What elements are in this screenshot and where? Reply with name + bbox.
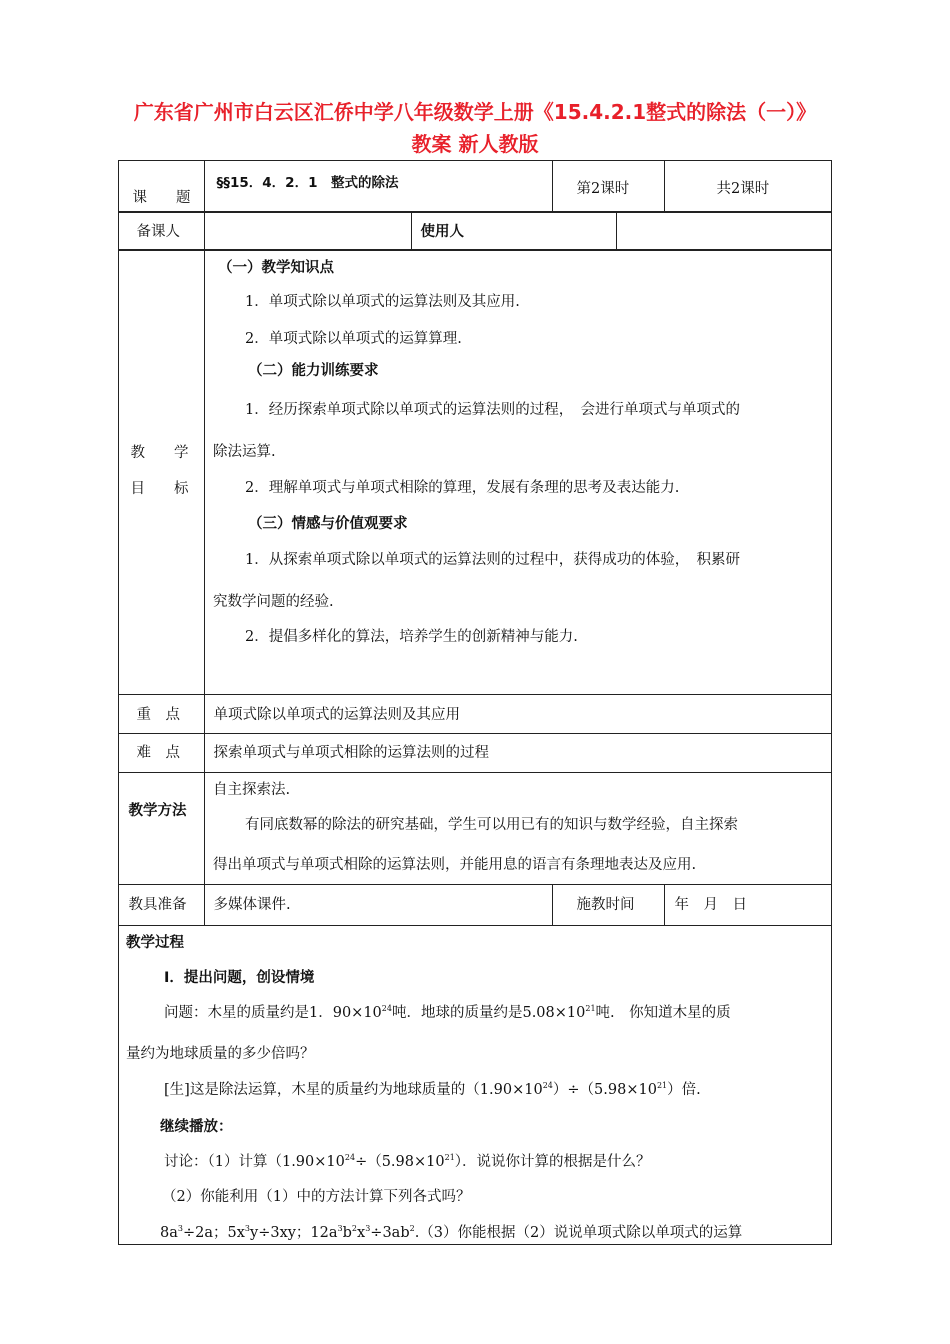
preparer-label-cell (119, 212, 205, 251)
key-point-value: 单项式除以单项式的运算法则及其应用 (213, 706, 460, 723)
preparer-label: 备课人 (136, 223, 180, 240)
time-label: 施教时间 (576, 896, 635, 913)
objectives-section-2: （二）能力训练要求 (248, 363, 379, 379)
objectives-s3-item-2: 2．提倡多样化的算法，培养学生的创新精神与能力. (245, 629, 578, 645)
title-line-1: 广东省广州市白云区汇侨中学八年级数学上册《15.4.2.1整式的除法（一）》 (133, 100, 817, 124)
method-label-cell (119, 773, 205, 885)
method-label: 教学方法 (128, 802, 187, 819)
topic-value-cell (205, 161, 553, 213)
user-label-cell (412, 212, 617, 251)
document-title (60, 96, 890, 160)
objectives-section-3: （三）情感与价值观要求 (248, 516, 408, 532)
date-cell (665, 885, 832, 926)
discussion-text-1: 讨论：（1）计算（1.90×10 (164, 1154, 345, 1170)
objectives-s2-item-1b: 除法运算. (213, 444, 276, 460)
answer-text-1: [生]这是除法运算，木星的质量约为地球质量的（1.90×10 (164, 1082, 543, 1098)
exercise-exp-1: 3 (177, 1224, 183, 1233)
question-text-1: 问题：木星的质量约是1．90×10 (164, 1005, 382, 1021)
method-line-2: 有同底数幂的除法的研究基础，学生可以用已有的知识与数学经验，自主探索 (245, 817, 738, 833)
answer-text-2: ）÷（5.98×10 (552, 1082, 657, 1098)
question-text-2: 吨．地球的质量约是5.08×10 (391, 1005, 586, 1021)
objectives-section-1: （一）教学知识点 (218, 260, 334, 276)
objectives-s1-item-2: 2．单项式除以单项式的运算算理. (245, 331, 462, 347)
objectives-s1-item-1: 1．单项式除以单项式的运算法则及其应用. (245, 294, 520, 310)
difficulty-value: 探索单项式与单项式相除的运算法则的过程 (213, 744, 489, 761)
tools-label-cell (119, 885, 205, 926)
topic-value: §§15．4．2．1 整式的除法 (216, 174, 399, 191)
time-label-cell (553, 885, 665, 926)
objectives-label-2: 目 标 (130, 480, 189, 497)
objectives-s3-item-1b: 究数学问题的经验. (213, 594, 334, 610)
objectives-s2-item-2: 2．理解单项式与单项式相除的算理，发展有条理的思考及表达能力. (245, 480, 680, 496)
exercise-text-2: ÷2a；5x (182, 1225, 245, 1241)
exercise-line (160, 1221, 742, 1242)
key-point-value-cell (205, 695, 832, 734)
discussion-text-3: ）．说说你计算的根据是什么？ (454, 1154, 651, 1170)
objectives-label-1: 教 学 (130, 444, 189, 461)
difficulty-label-cell (119, 734, 205, 773)
answer-text-3: ）倍. (667, 1082, 701, 1098)
method-line-1: 自主探索法. (213, 782, 291, 798)
difficulty-label: 难 点 (136, 744, 180, 761)
exercise-text-6: ÷3ab (370, 1225, 410, 1241)
exercise-exp-4: 2 (351, 1224, 358, 1233)
lesson-total: 共2课时 (716, 180, 770, 197)
question-text-3: 吨. 你知道木星的质 (595, 1005, 731, 1021)
exercise-exp-5: 3 (365, 1224, 371, 1233)
title-line-2: 教案 新人教版 (411, 132, 539, 156)
user-label: 使用人 (420, 223, 464, 240)
question-2: （2）你能利用（1）中的方法计算下列各式吗？ (162, 1189, 471, 1205)
question-exponent-2: 21 (585, 1004, 596, 1013)
exercise-exp-6: 2 (409, 1224, 415, 1233)
exercise-text-5: x (357, 1225, 366, 1241)
student-answer (164, 1078, 701, 1099)
discussion-text-2: ÷（5.98×10 (355, 1154, 445, 1170)
question-line-1 (164, 1001, 731, 1022)
exercise-text-1: 8a (160, 1225, 178, 1241)
tools-label: 教具准备 (128, 896, 187, 913)
process-heading: 教学过程 (126, 935, 184, 951)
lesson-number: 第2课时 (576, 180, 630, 197)
lesson-plan-table (118, 160, 832, 213)
exercise-text-3: y÷3xy；12a (250, 1225, 338, 1241)
discussion-exponent-2: 21 (444, 1153, 455, 1162)
objectives-s2-item-1a: 1．经历探索单项式除以单项式的运算法则的过程， 会进行单项式与单项式的 (245, 402, 740, 418)
topic-label: 课 题 (132, 189, 191, 206)
method-line-3: 得出单项式与单项式相除的运算法则，并能用息的语言有条理地表达及应用. (213, 857, 697, 873)
discussion-exponent-1: 24 (344, 1153, 356, 1162)
tools-row (118, 884, 832, 926)
key-point-label-cell (119, 695, 205, 734)
lesson-number-cell (553, 161, 665, 213)
question-line-2: 量约为地球质量的多少倍吗？ (126, 1046, 315, 1062)
objectives-label-cell (119, 250, 205, 695)
question-exponent-1: 24 (381, 1004, 392, 1013)
exercise-text-4: b (342, 1225, 352, 1241)
user-value-cell (617, 212, 832, 251)
date-value: 年 月 日 (674, 896, 747, 913)
preparer-value-cell (205, 212, 412, 251)
key-point-label: 重 点 (136, 706, 180, 723)
objectives-s3-item-1a: 1．从探索单项式除以单项式的运算法则的过程中，获得成功的体验， 积累研 (245, 552, 740, 568)
tools-value: 多媒体课件. (213, 896, 291, 913)
tools-value-cell (205, 885, 553, 926)
continue-label: 继续播放： (160, 1119, 233, 1135)
difficulty-value-cell (205, 734, 832, 773)
preparer-row (118, 211, 832, 251)
discussion-line (164, 1150, 651, 1171)
lesson-total-cell (665, 161, 832, 213)
exercise-exp-2: 3 (244, 1224, 250, 1233)
answer-exponent-1: 24 (542, 1081, 553, 1090)
topic-label-cell (119, 161, 205, 213)
process-part-1: Ⅰ．提出问题，创设情境 (164, 970, 315, 986)
exercise-text-7: .（3）你能根据（2）说说单项式除以单项式的运算 (414, 1225, 743, 1241)
answer-exponent-2: 21 (656, 1081, 668, 1090)
exercise-exp-3: 3 (337, 1224, 343, 1233)
